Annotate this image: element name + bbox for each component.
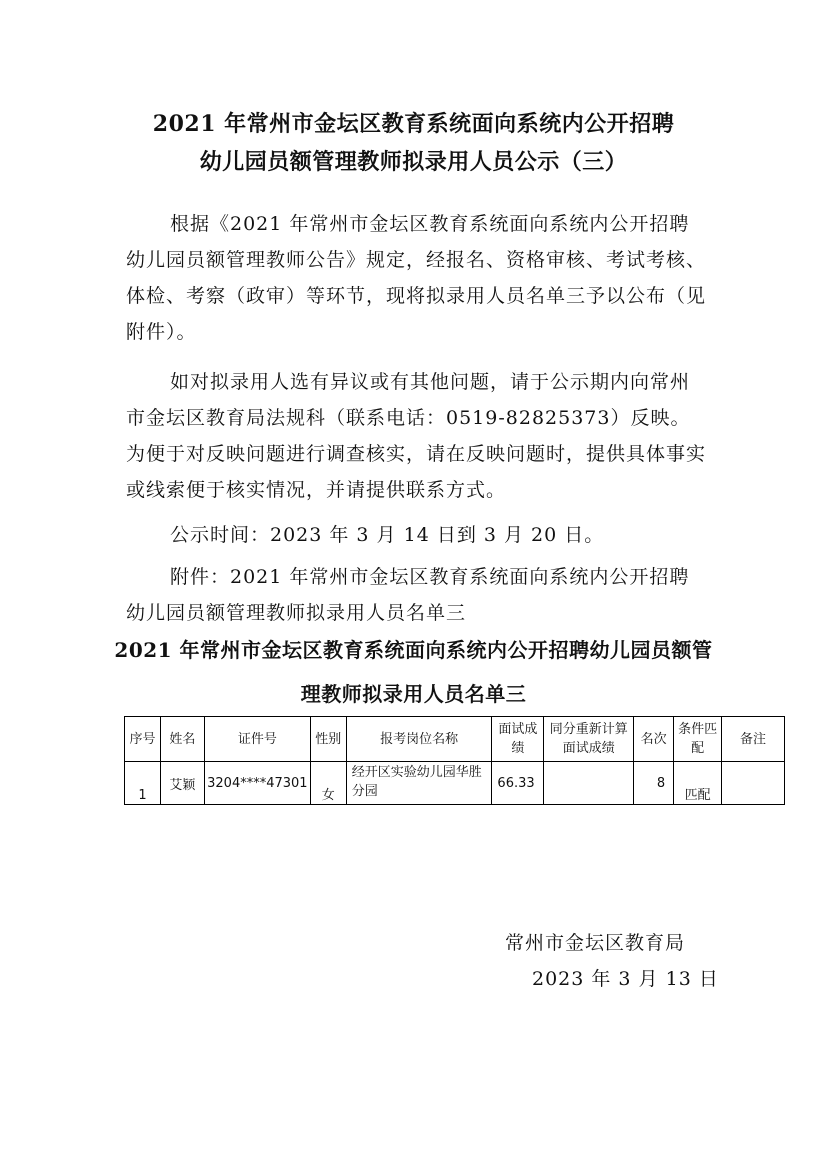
- cell-interview-score: 66.33: [492, 762, 544, 805]
- header-position: 报考岗位名称: [346, 717, 492, 762]
- table-header-row: [125, 717, 785, 762]
- cell-index: 1: [125, 762, 161, 805]
- cell-id-number: 3204****47301: [204, 762, 310, 805]
- cell-condition-match: 匹配: [674, 762, 722, 805]
- paragraph-objection: [126, 364, 706, 508]
- header-condition-match: 条件匹配: [674, 717, 722, 762]
- list-title-line2: 理教师拟录用人员名单三: [300, 682, 527, 706]
- document-title-line2: 幼儿园员额管理教师拟录用人员公示（三）: [199, 149, 628, 175]
- signature-date: 2023 年 3 月 13 日: [532, 968, 719, 990]
- list-title-line1: 2021 年常州市金坛区教育系统面向系统内公开招聘幼儿园员额管: [114, 638, 713, 662]
- header-interview-score: 面试成绩: [492, 717, 544, 762]
- document-title-line1: 2021 年常州市金坛区教育系统面向系统内公开招聘: [152, 111, 675, 137]
- header-id-number: 证件号: [204, 717, 310, 762]
- signature-org: 常州市金坛区教育局: [505, 932, 686, 954]
- cell-rank: 8: [634, 762, 674, 805]
- header-tie-recalc-score: 同分重新计算面试成绩: [544, 717, 634, 762]
- paragraph-attachment: [126, 559, 706, 631]
- cell-remarks: [722, 762, 785, 805]
- roster-table: [124, 716, 785, 805]
- cell-gender: 女: [310, 762, 346, 805]
- cell-position: 经开区实验幼儿园华胜分园: [346, 762, 492, 805]
- paragraph-attachment-text: 附件：2021 年常州市金坛区教育系统面向系统内公开招聘幼儿园员额管理教师拟录用人员名单三: [126, 566, 690, 624]
- header-gender: 性别: [310, 717, 346, 762]
- header-remarks: 备注: [722, 717, 785, 762]
- header-rank: 名次: [634, 717, 674, 762]
- paragraph-period-text: 公示时间：2023 年 3 月 14 日到 3 月 20 日。: [170, 524, 605, 546]
- paragraph-notice-text: 根据《2021 年常州市金坛区教育系统面向系统内公开招聘幼儿园员额管理教师公告》规定，经报名、资格审核、考试考核、体检、考察（政审）等环节，现将拟录用人员名单三予以公布（见附件）。: [126, 213, 707, 343]
- paragraph-period: [126, 517, 706, 553]
- table-row: [125, 762, 785, 805]
- paragraph-notice: [126, 206, 706, 350]
- paragraph-objection-text: 如对拟录用人选有异议或有其他问题，请于公示期内向常州市金坛区教育局法规科（联系电话：0519-82825373）反映。为便于对反映问题进行调查核实，请在反映问题时，提供具体事实或线索便于核实情况，并请提供联系方式。: [126, 371, 707, 501]
- header-index: 序号: [125, 717, 161, 762]
- header-name: 姓名: [160, 717, 204, 762]
- cell-name: 艾颖: [160, 762, 204, 805]
- cell-tie-recalc-score: [544, 762, 634, 805]
